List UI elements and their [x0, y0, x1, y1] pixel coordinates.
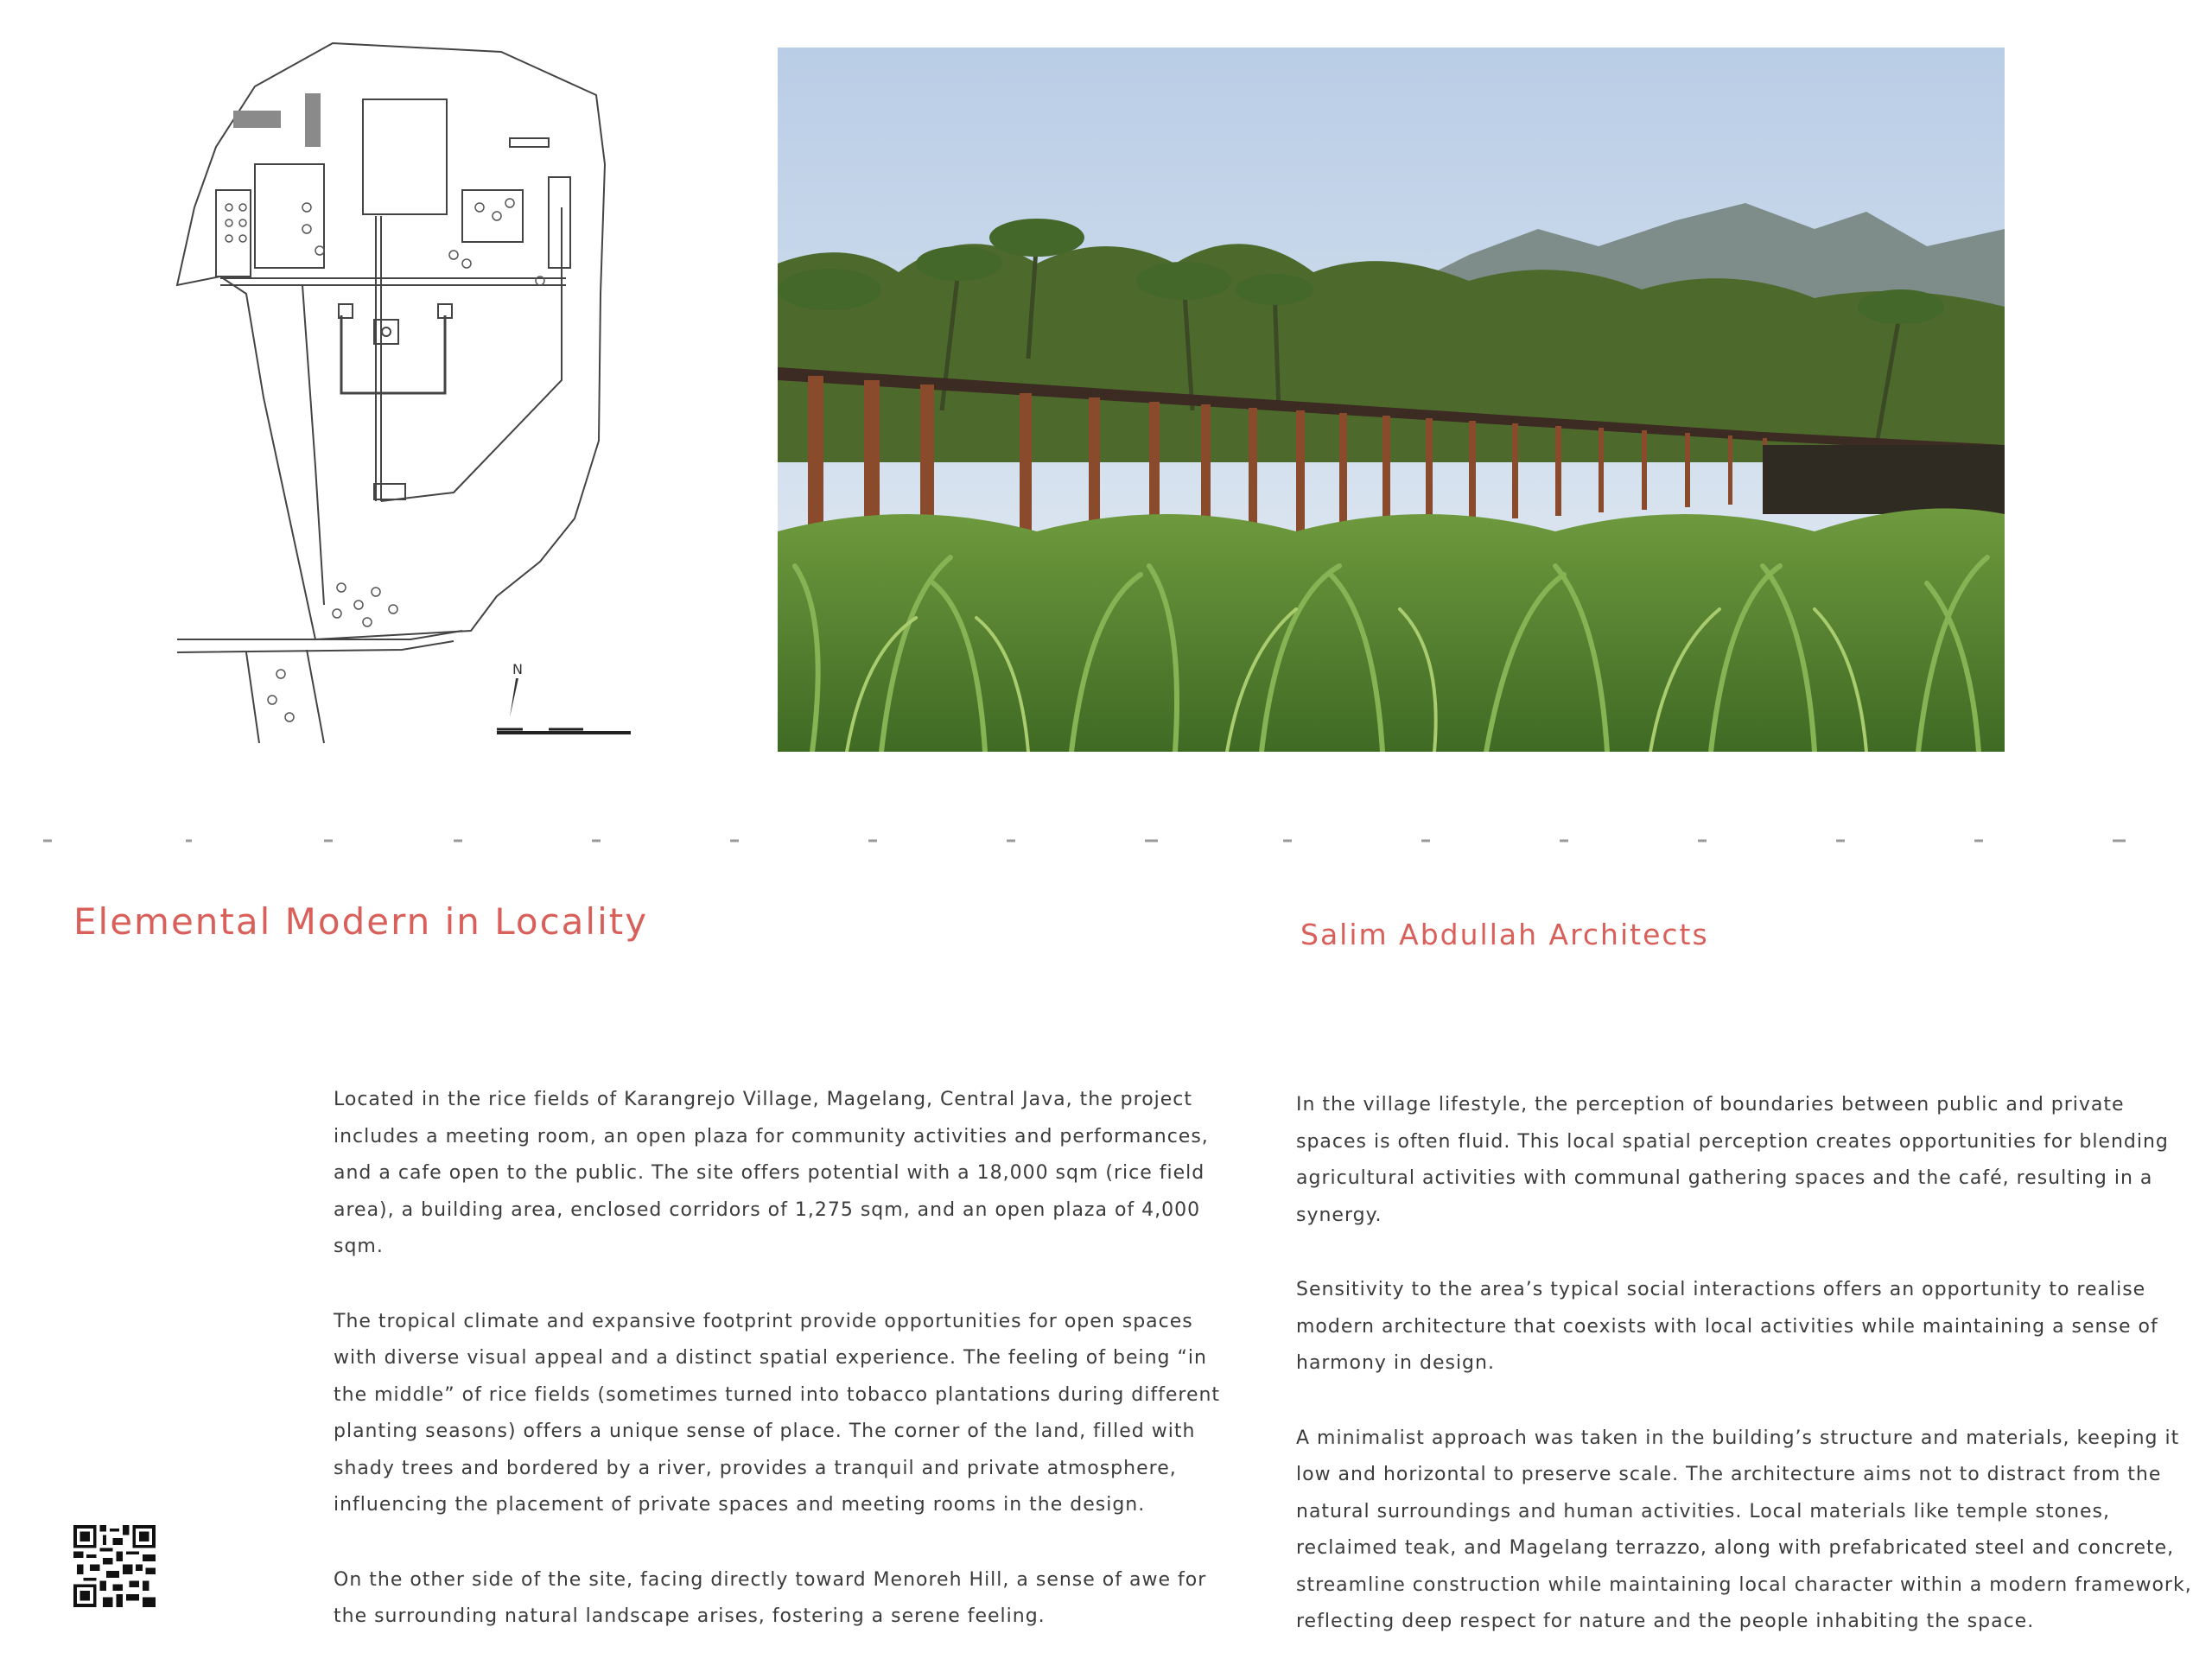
landscape-photo: [778, 48, 2005, 752]
left-column: [334, 1082, 1224, 1636]
open-plaza: [363, 99, 447, 214]
site-boundary: [177, 43, 605, 639]
left-paragraph-2: The tropical climate and expansive footprint provide opportunities for open spaces with diverse visual appeal and a distinct spatial experience. The feeling of being “in the middle” of rice fields (sometimes turned into tobacco plantations during different planting seasons) offers a unique sense of place. The corner of the land, filled with shady trees and bordered by a river, provides a tranquil and private atmosphere, influencing the placement of private spaces and meeting rooms in the design.: [334, 1310, 1221, 1516]
right-paragraph-1: In the village lifestyle, the perception of boundaries between public and private spaces is often fluid. This local spatial perception creates opportunities for blending agricultural activities with communal gathering spaces and the café, resulting in a synergy.: [1296, 1094, 2169, 1226]
site-plan-drawing: [168, 35, 635, 752]
dashed-divider: [43, 836, 2134, 845]
north-arrow-icon: [510, 661, 523, 717]
right-paragraph-3: A minimalist approach was taken in the building’s structure and materials, keeping it low and horizontal to preserve scale. The architecture aims not to distract from the natural surroundings and human activities. Local materials like temple stones, reclaimed teak, and Magelang terrazzo, along with prefabricated steel and concrete, streamline construction while maintaining local character within a modern framework, reflecting deep respect for nature and the people inhabiting the space.: [1296, 1427, 2192, 1632]
svg-text:N: N: [512, 661, 523, 677]
project-title: Elemental Modern in Locality: [73, 900, 649, 943]
left-paragraph-3: On the other side of the site, facing directly toward Menoreh Hill, a sense of awe for the surrounding natural landscape arises, fostering a serene feeling.: [334, 1568, 1207, 1627]
architect-name: Salim Abdullah Architects: [1300, 918, 1709, 951]
left-paragraph-1: Located in the rice fields of Karangrejo Village, Magelang, Central Java, the project includes a meeting room, an open plaza for community activities and performances, and a cafe open to the public. The site offers potential with a 18,000 sqm (rice field area), a building area, enclosed corridors of 1,275 sqm, and an open plaza of 4,000 sqm.: [334, 1089, 1209, 1257]
right-paragraph-2: Sensitivity to the area’s typical social interactions offers an opportunity to realise modern architecture that coexists with local activities while maintaining a sense of harmony in design.: [1296, 1279, 2158, 1374]
scale-bar: [497, 729, 631, 733]
qr-code-icon[interactable]: [73, 1525, 156, 1607]
right-column: [1296, 1087, 2195, 1641]
